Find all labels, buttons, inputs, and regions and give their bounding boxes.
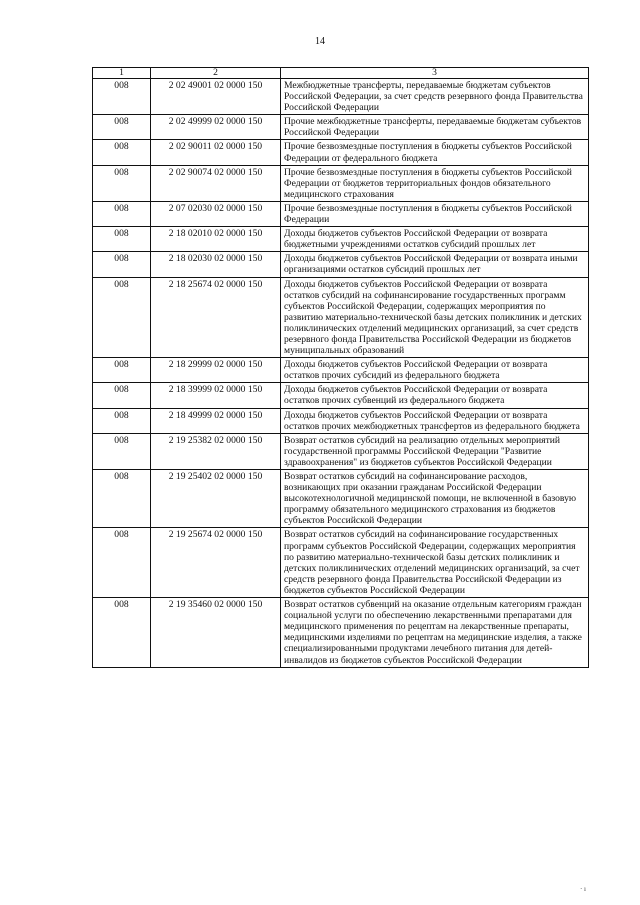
- description-cell: Прочие межбюджетные трансферты, передаваемые бюджетам субъектов Российской Федерации: [281, 115, 589, 140]
- revenue-code-cell: 2 18 49999 02 0000 150: [151, 408, 281, 433]
- table-row: [93, 470, 589, 528]
- admin-code-cell: 008: [93, 383, 151, 408]
- description-cell: Доходы бюджетов субъектов Российской Федерации от возврата остатков прочих субвенций из федерального бюджета: [281, 383, 589, 408]
- admin-code-cell: 008: [93, 433, 151, 469]
- revenue-code-cell: 2 02 49999 02 0000 150: [151, 115, 281, 140]
- table-row: [93, 115, 589, 140]
- table-row: [93, 79, 589, 115]
- admin-code-cell: 008: [93, 358, 151, 383]
- revenue-code-cell: 2 18 29999 02 0000 150: [151, 358, 281, 383]
- admin-code-cell: 008: [93, 140, 151, 165]
- table-row: [93, 201, 589, 226]
- admin-code-cell: 008: [93, 79, 151, 115]
- table-row: [93, 383, 589, 408]
- description-cell: Прочие безвозмездные поступления в бюджеты субъектов Российской Федерации: [281, 201, 589, 226]
- revenue-code-cell: 2 19 25382 02 0000 150: [151, 433, 281, 469]
- description-cell: Возврат остатков субсидий на софинансирование расходов, возникающих при оказании гражданам Российской Федерации высокотехнологичной медицинской помощи, не включенной в базовую программу обязательного медицинского страхования из бюджетов субъектов Российской Федерации: [281, 470, 589, 528]
- header-col-1: 1: [93, 68, 151, 79]
- header-col-2: 2: [151, 68, 281, 79]
- description-cell: Доходы бюджетов субъектов Российской Федерации от возврата остатков прочих межбюджетных трансфертов из федерального бюджета: [281, 408, 589, 433]
- description-cell: Прочие безвозмездные поступления в бюджеты субъектов Российской Федерации от федерального бюджета: [281, 140, 589, 165]
- table-row: [93, 433, 589, 469]
- table-row: [93, 165, 589, 201]
- revenue-code-cell: 2 02 49001 02 0000 150: [151, 79, 281, 115]
- description-cell: Доходы бюджетов субъектов Российской Федерации от возврата остатков субсидий на софинансирование государственных программ субъектов Российской Федерации, содержащих мероприятия по развитию материально-технической базы детских поликлиник и детских поликлинических отделений медицинских организаций, за счет средств резервного фонда Правительства Российской Федерации из бюджетов муниципальных образований: [281, 277, 589, 358]
- page-number: 14: [315, 36, 325, 47]
- corner-mark: · ı: [579, 885, 586, 893]
- header-col-3: 3: [281, 68, 589, 79]
- admin-code-cell: 008: [93, 598, 151, 668]
- revenue-code-cell: 2 02 90074 02 0000 150: [151, 165, 281, 201]
- description-cell: Возврат остатков субсидий на софинансирование государственных программ субъектов Российской Федерации, содержащих мероприятия по развитию материально-технической базы детских поликлиник и детских поликлинических отделений медицинских организаций, за счет средств резервного фонда Правительства Российской Федерации из бюджетов субъектов Российской Федерации: [281, 528, 589, 598]
- revenue-code-cell: 2 19 25402 02 0000 150: [151, 470, 281, 528]
- admin-code-cell: 008: [93, 470, 151, 528]
- revenue-code-cell: 2 02 90011 02 0000 150: [151, 140, 281, 165]
- revenue-code-cell: 2 18 02010 02 0000 150: [151, 227, 281, 252]
- description-cell: Доходы бюджетов субъектов Российской Федерации от возврата иными организациями остатков субсидий прошлых лет: [281, 252, 589, 277]
- description-cell: Возврат остатков субсидий на реализацию отдельных мероприятий государственной программы Российской Федерации "Развитие здравоохранения" из бюджетов субъектов Российской Федерации: [281, 433, 589, 469]
- description-cell: Возврат остатков субвенций на оказание отдельным категориям граждан социальной услуги по обеспечению лекарственными препаратами для медицинского применения по рецептам на лекарственные препараты, медицинскими изделиями по рецептам на медицинские изделия, а также специализированными продуктами лечебного питания для детей-инвалидов из бюджетов субъектов Российской Федерации: [281, 598, 589, 668]
- revenue-code-cell: 2 19 35460 02 0000 150: [151, 598, 281, 668]
- table-row: [93, 227, 589, 252]
- table-row: [93, 252, 589, 277]
- admin-code-cell: 008: [93, 227, 151, 252]
- table-row: [93, 140, 589, 165]
- table-row: [93, 598, 589, 668]
- table-row: [93, 358, 589, 383]
- admin-code-cell: 008: [93, 201, 151, 226]
- admin-code-cell: 008: [93, 277, 151, 358]
- description-cell: Межбюджетные трансферты, передаваемые бюджетам субъектов Российской Федерации, за счет средств резервного фонда Правительства Российской Федерации: [281, 79, 589, 115]
- revenue-code-cell: 2 18 25674 02 0000 150: [151, 277, 281, 358]
- table-row: [93, 528, 589, 598]
- revenue-code-cell: 2 19 25674 02 0000 150: [151, 528, 281, 598]
- revenue-code-cell: 2 07 02030 02 0000 150: [151, 201, 281, 226]
- admin-code-cell: 008: [93, 408, 151, 433]
- table-row: [93, 408, 589, 433]
- admin-code-cell: 008: [93, 115, 151, 140]
- revenue-code-cell: 2 18 02030 02 0000 150: [151, 252, 281, 277]
- table-body: [93, 79, 589, 668]
- budget-codes-table: [92, 67, 589, 668]
- description-cell: Прочие безвозмездные поступления в бюджеты субъектов Российской Федерации от бюджетов территориальных фондов обязательного медицинского страхования: [281, 165, 589, 201]
- table-row: [93, 277, 589, 358]
- revenue-code-cell: 2 18 39999 02 0000 150: [151, 383, 281, 408]
- admin-code-cell: 008: [93, 252, 151, 277]
- description-cell: Доходы бюджетов субъектов Российской Федерации от возврата бюджетными учреждениями остатков субсидий прошлых лет: [281, 227, 589, 252]
- description-cell: Доходы бюджетов субъектов Российской Федерации от возврата остатков прочих субсидий из федерального бюджета: [281, 358, 589, 383]
- admin-code-cell: 008: [93, 528, 151, 598]
- admin-code-cell: 008: [93, 165, 151, 201]
- header-row: [93, 68, 589, 79]
